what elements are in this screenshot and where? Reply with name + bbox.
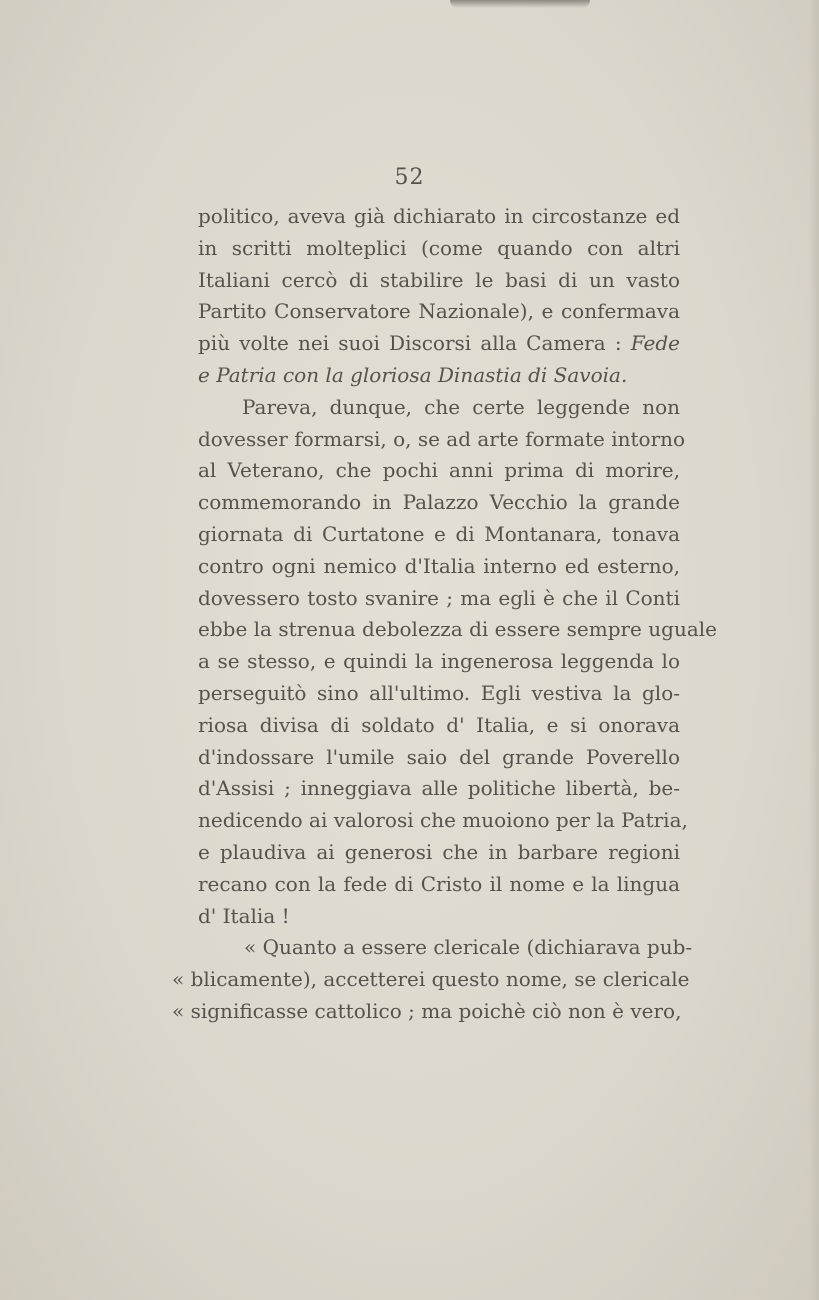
- text-line: dovesser formarsi, o, se ad arte formate intorno: [198, 426, 686, 451]
- page-number: 52: [394, 165, 425, 190]
- text-line: giornata di Curtatone e di Montanara, tonava: [198, 521, 680, 546]
- quote-line: « blicamente), accetterei questo nome, se clericale: [172, 967, 690, 992]
- quote-line: « significasse cattolico ; ma poichè ciò non è vero,: [172, 998, 682, 1023]
- text-line: d'indossare l'umile saio del grande Poverello: [198, 744, 680, 769]
- paragraph-start: Pareva, dunque, che certe leggende non: [242, 394, 680, 419]
- body-text: [172, 201, 717, 1028]
- text-line: in scritti molteplici (come quando con altri: [198, 235, 680, 260]
- paper-stain: [450, 0, 590, 8]
- text-line: riosa divisa di soldato d' Italia, e si onorava: [198, 712, 680, 737]
- text-line: commemorando in Palazzo Vecchio la grande: [198, 490, 680, 515]
- text-line: d'Assisi ; inneggiava alle politiche libertà, be-: [198, 776, 680, 801]
- page-edge-shadow: [809, 0, 819, 1300]
- text-line: a se stesso, e quindi la ingenerosa leggenda lo: [198, 649, 680, 674]
- text-line: recano con la fede di Cristo il nome e la lingua: [198, 871, 680, 896]
- text-line: ebbe la strenua debolezza di essere sempre uguale: [198, 617, 717, 642]
- text-line: e plaudiva ai generosi che in barbare regioni: [198, 839, 680, 864]
- text-line-roman: più volte nei suoi Discorsi alla Camera :: [198, 331, 622, 356]
- text-line: al Veterano, che pochi anni prima di morire,: [198, 458, 680, 483]
- text-line: [198, 328, 680, 360]
- text-line: perseguitò sino all'ultimo. Egli vestiva la glo-: [198, 680, 680, 705]
- text-line: Partito Conservatore Nazionale), e confermava: [198, 299, 680, 324]
- text-line-italic: e Patria con la gloriosa Dinastia di Savoia.: [198, 362, 628, 387]
- quote-line: « Quanto a essere clericale (dichiarava pub-: [244, 935, 693, 960]
- text-line: d' Italia !: [198, 903, 290, 928]
- text-line-italic: Fede: [630, 331, 681, 356]
- text-line: Italiani cercò di stabilire le basi di un vasto: [198, 267, 680, 292]
- text-line: nedicendo ai valorosi che muoiono per la Patria,: [198, 808, 688, 833]
- text-line: contro ogni nemico d'Italia interno ed esterno,: [198, 553, 680, 578]
- text-line: politico, aveva già dichiarato in circostanze ed: [198, 204, 680, 228]
- text-line: dovessero tosto svanire ; ma egli è che il Conti: [198, 585, 680, 610]
